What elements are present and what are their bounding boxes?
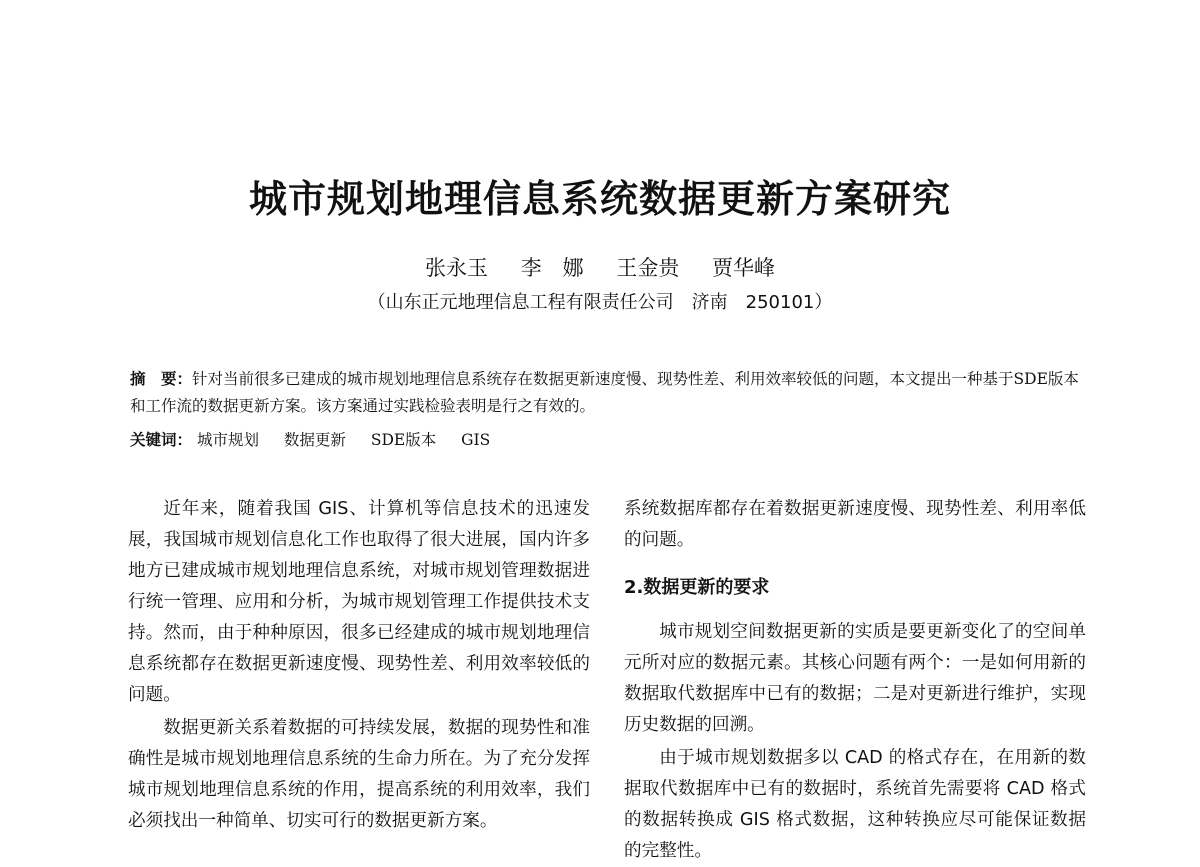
body-paragraph: 城市规划空间数据更新的实质是要更新变化了的空间单元所对应的数据元素。其核心问题有两个：一是如何用新的数据取代数据库中已有的数据；二是对更新进行维护，实现历史数据的回溯。 (624, 622, 1086, 735)
body-paragraph: 系统数据库都存在着数据更新速度慢、现势性差、利用率低的问题。 (624, 499, 1086, 550)
keywords-label: 关键词： (130, 431, 193, 449)
abstract-label: 摘 要： (130, 370, 193, 388)
keywords (130, 428, 1085, 450)
left-column (128, 494, 590, 837)
author-name: 张永玉 (424, 256, 488, 280)
right-column (624, 494, 1086, 867)
keyword: SDE版本 (370, 431, 437, 449)
body-paragraph: 由于城市规划数据多以 CAD 的格式存在，在用新的数据取代数据库中已有的数据时，系统首先需要将 CAD 格式的数据转换成 GIS 格式数据，这种转换应尽可能保证数据的完整性。 (624, 748, 1086, 861)
section-heading: 2.数据更新的要求 (624, 577, 770, 598)
author-affiliation: （山东正元地理信息工程有限责任公司 济南 250101） (367, 292, 833, 313)
keyword: 数据更新 (283, 431, 346, 449)
author-name: 王金贵 (616, 256, 680, 280)
abstract (130, 366, 1085, 420)
keyword: GIS (461, 431, 491, 449)
body-paragraph: 近年来，随着我国 GIS、计算机等信息技术的迅速发展，我国城市规划信息化工作也取得了很大进展，国内许多地方已建成城市规划地理信息系统，对城市规划管理数据进行统一管理、应用和分析，为城市规划管理工作提供技术支持。然而，由于种种原因，很多已经建成的城市规划地理信息系统都存在数据更新速度慢、现势性差、利用效率较低的问题。 (128, 499, 590, 705)
author-name: 贾华峰 (712, 256, 776, 280)
paper-title: 城市规划地理信息系统数据更新方案研究 (248, 177, 951, 221)
body-paragraph: 数据更新关系着数据的可持续发展，数据的现势性和准确性是城市规划地理信息系统的生命力所在。为了充分发挥城市规划地理信息系统的作用，提高系统的利用效率，我们必须找出一种简单、切实可行的数据更新方案。 (128, 718, 590, 831)
author-list (0, 252, 1200, 282)
keyword: 城市规划 (196, 431, 259, 449)
abstract-text: 针对当前很多已建成的城市规划地理信息系统存在数据更新速度慢、现势性差、利用效率较低的问题，本文提出一种基于SDE版本和工作流的数据更新方案。该方案通过实践检验表明是行之有效的。 (130, 370, 1079, 415)
author-name: 李 娜 (520, 256, 584, 280)
